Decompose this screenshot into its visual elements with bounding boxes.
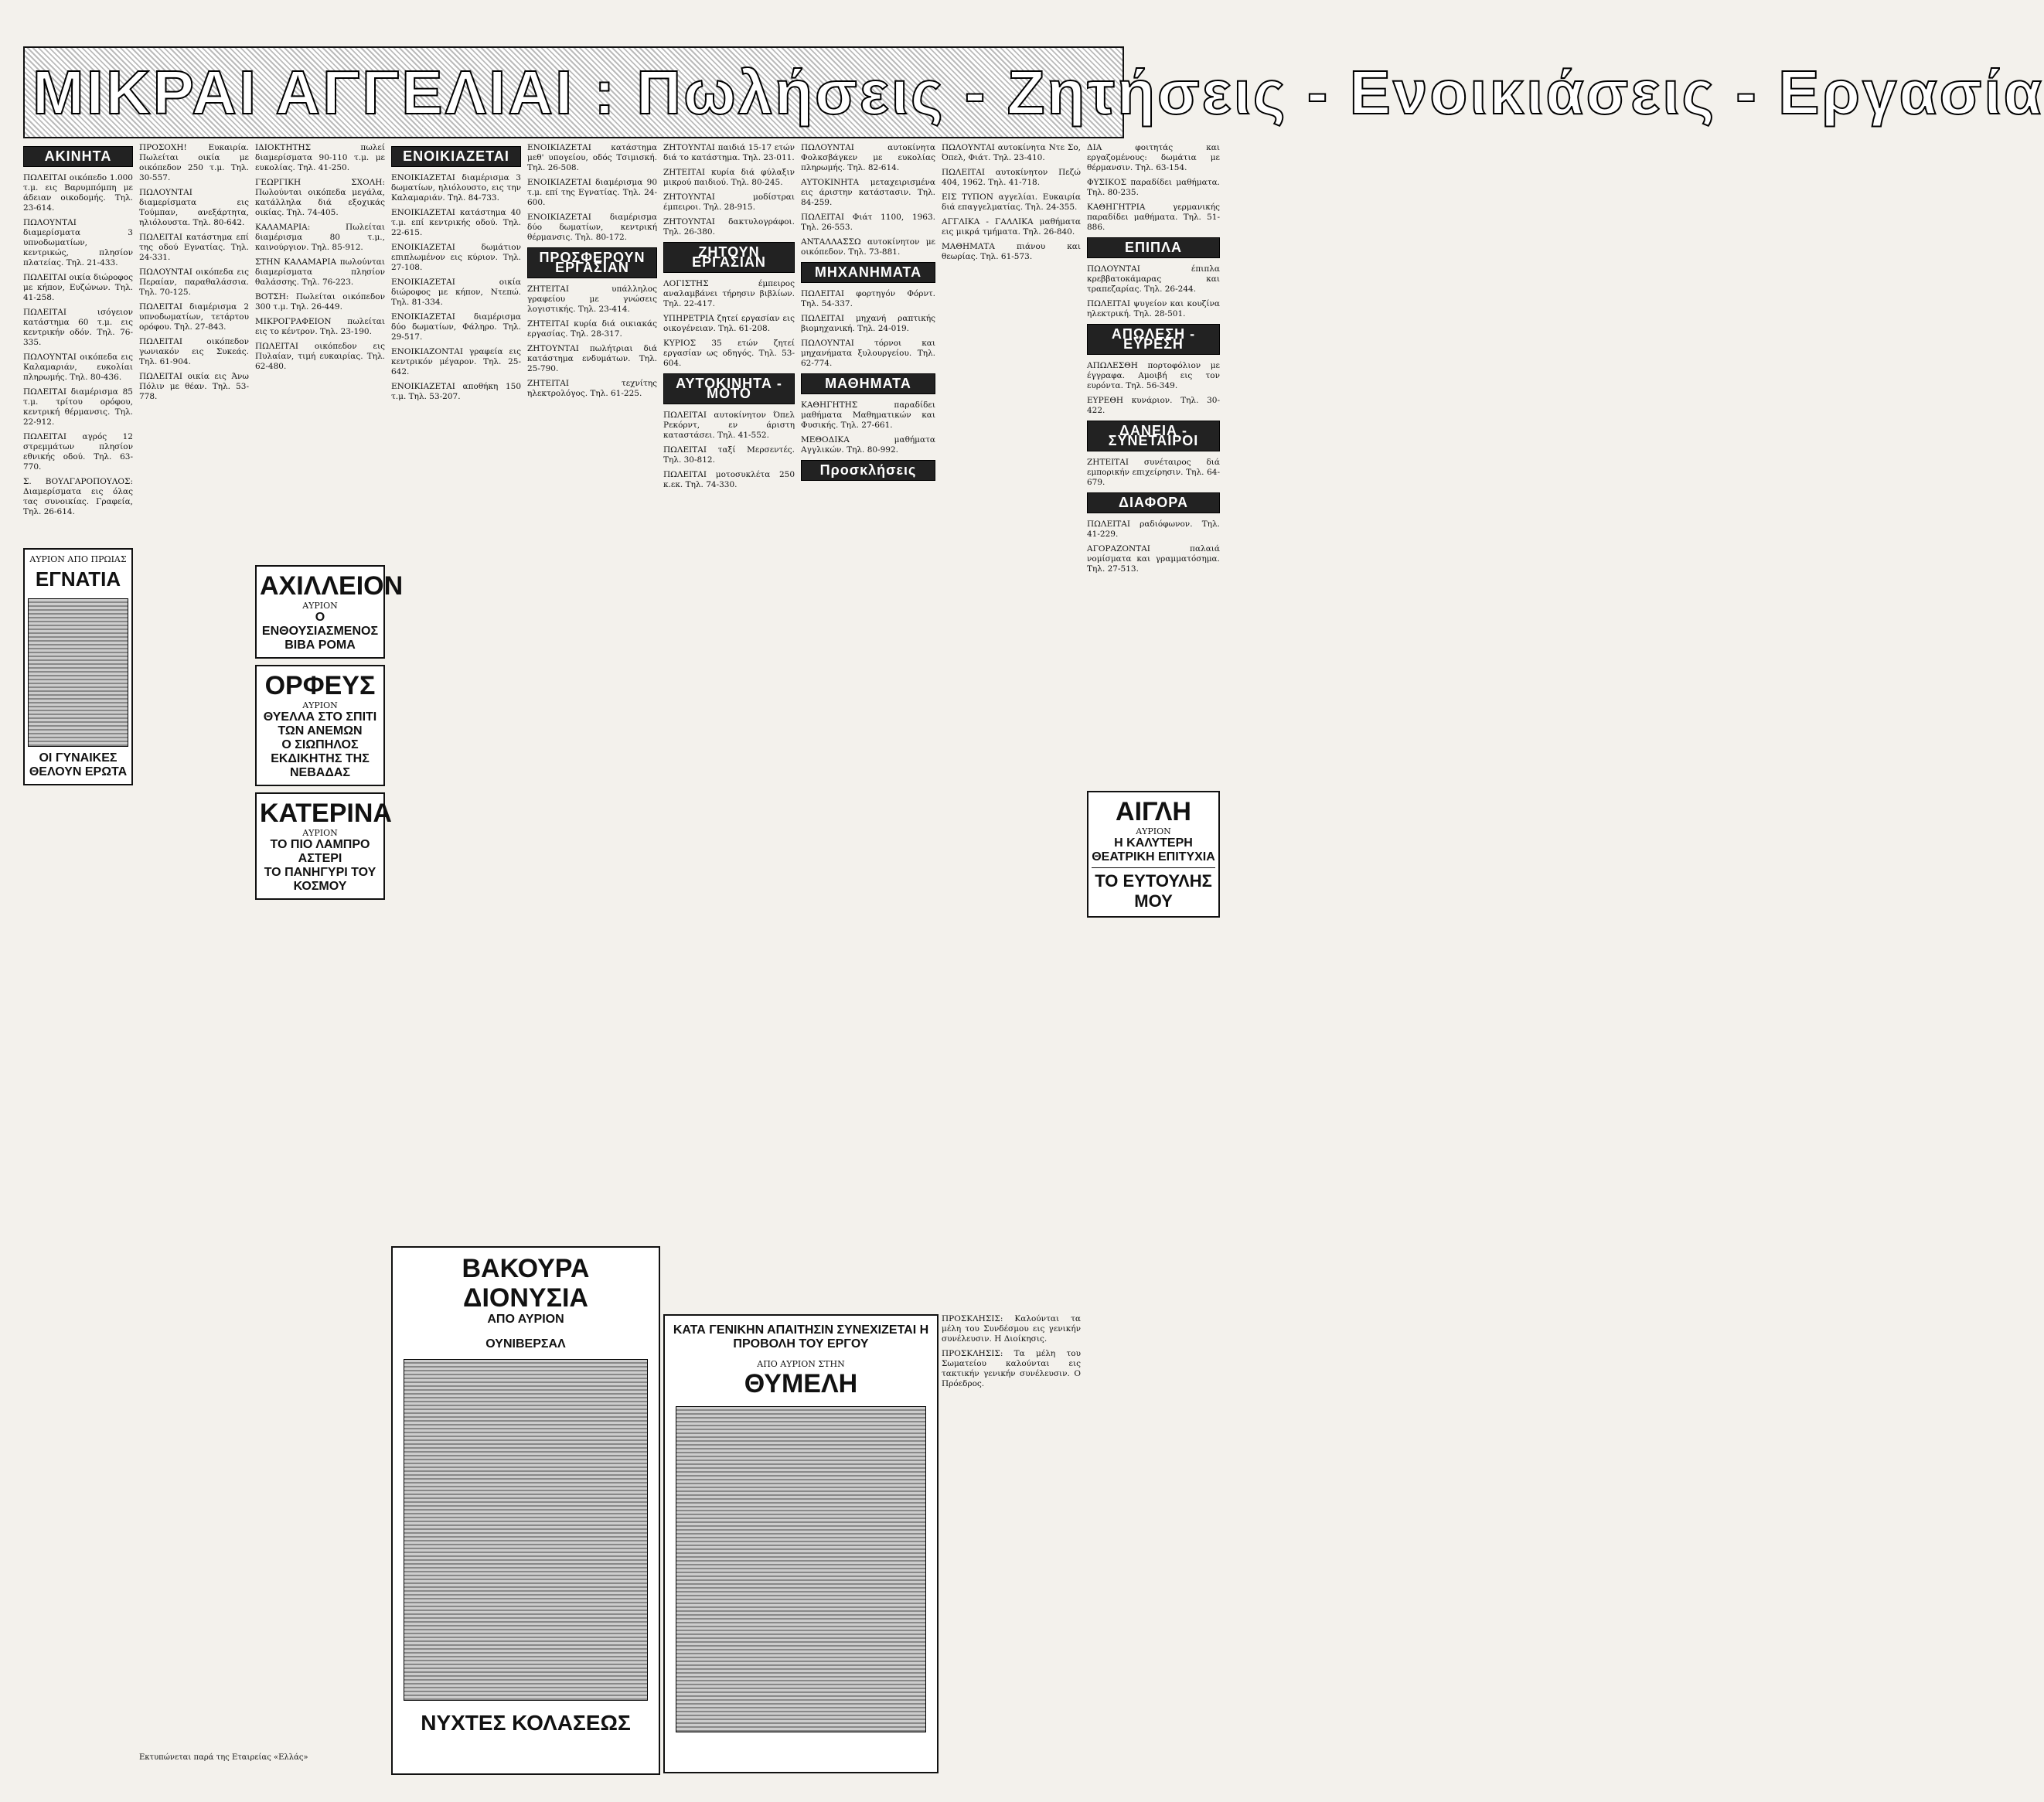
theatre-aigli-line1: Η ΚΑΛΥΤΕΡΗ ΘΕΑΤΡΙΚΗ ΕΠΙΤΥΧΙΑ: [1092, 836, 1215, 864]
classified-ad: ΠΩΛΟΥΝΤΑΙ διαμερίσματα 3 υπνοδωματίων, κεντρικώς, πλησίον πλατείας. Τηλ. 21-433.: [23, 218, 133, 267]
theatre-aigli-sub: ΑΥΡΙΟΝ: [1136, 826, 1171, 836]
section-header-enoikiazetai: ΕΝΟΙΚΙΑΖΕΤΑΙ: [391, 146, 521, 167]
classified-ad: ΑΓΟΡΑΖΟΝΤΑΙ παλαιά νομίσματα και γραμματόσημα. Τηλ. 27-513.: [1087, 544, 1220, 574]
column-3: [255, 143, 404, 1771]
section-header-mihanimata: ΜΗΧΑΝΗΜΑΤΑ: [801, 262, 935, 283]
cinema-ad-thymeli: [663, 1314, 939, 1773]
theatre-aigli-name: ΑΙΓΛΗ: [1116, 797, 1191, 826]
classified-ad: ΠΡΟΣΚΛΗΣΙΣ: Καλούνται τα μέλη του Συνδέσμου εις γενικήν συνέλευσιν. Η Διοίκησις.: [942, 1314, 1081, 1344]
cinema-thymeli-line1: ΚΑΤΑ ΓΕΝΙΚΗΝ ΑΠΑΙΤΗΣΙΝ ΣΥΝΕΧΙΖΕΤΑΙ Η ΠΡΟΒΟΛΗ ΤΟΥ ΕΡΓΟΥ: [673, 1323, 929, 1351]
masthead-title: ΜΙΚΡΑΙ ΑΓΓΕΛΙΑΙ : Πωλήσεις - Ζητήσεις - Ενοικιάσεις - Εργασία: [32, 58, 2044, 127]
classified-ad: ΠΩΛΟΥΝΤΑΙ αυτοκίνητα Φολκσβάγκεν με ευκολίας πληρωμής. Τηλ. 82-614.: [801, 143, 935, 172]
classified-ad: ΚΑΘΗΓΗΤΗΣ παραδίδει μαθήματα Μαθηματικών και Φυσικής. Τηλ. 27-661.: [801, 400, 935, 430]
section-header-daneia: ΔΑΝΕΙΑ - ΣΥΝΕΤΑΙΡΟΙ: [1087, 421, 1220, 451]
classified-ad: ΠΩΛΟΥΝΤΑΙ διαμερίσματα εις Τούμπαν, ανεξάρτητα, ηλιόλουστα. Τηλ. 80-642.: [139, 188, 249, 227]
classified-ad: ΕΝΟΙΚΙΑΖΕΤΑΙ οικία διώροφος με κήπον, Ντεπώ. Τηλ. 81-334.: [391, 278, 521, 307]
cinema-vakoura-name: ΒΑΚΟΥΡΑ: [462, 1254, 590, 1283]
section-header-apoleseis: ΑΠΩΛΕΣΗ - ΕΥΡΕΣΗ: [1087, 324, 1220, 355]
classified-ad: ΖΗΤΕΙΤΑΙ κυρία διά οικιακάς εργασίας. Τηλ. 28-317.: [527, 319, 657, 339]
classified-ad: ΠΩΛΕΙΤΑΙ ισόγειον κατάστημα 60 τ.μ. εις κεντρικήν οδόν. Τηλ. 76-335.: [23, 308, 133, 347]
classified-ad: ΠΩΛΟΥΝΤΑΙ τόρνοι και μηχανήματα ξυλουργείου. Τηλ. 62-774.: [801, 339, 935, 368]
cinema-egnatia-sub: ΑΥΡΙΟΝ ΑΠΟ ΠΡΩΙΑΣ: [29, 554, 127, 564]
cinema-ad-katerina: [255, 792, 392, 900]
classified-ad: ΠΩΛΕΙΤΑΙ αγρός 12 στρεμμάτων πλησίον εθνικής οδού. Τηλ. 63-770.: [23, 432, 133, 472]
section-header-akinita: ΑΚΙΝΗΤΑ: [23, 146, 133, 167]
section-header-zitoun: ΖΗΤΟΥΝ ΕΡΓΑΣΙΑΝ: [663, 242, 795, 273]
classified-ad: ΠΩΛΕΙΤΑΙ αυτοκίνητον Όπελ Ρεκόρντ, εν άριστη καταστάσει. Τηλ. 41-552.: [663, 410, 795, 440]
classified-ad: ΖΗΤΕΙΤΑΙ τεχνίτης ηλεκτρολόγος. Τηλ. 61-225.: [527, 379, 657, 398]
column-1: [23, 143, 133, 1771]
classified-ad: ΜΑΘΗΜΑΤΑ πιάνου και θεωρίας. Τηλ. 61-573.: [942, 242, 1081, 261]
classified-ad: ΑΠΩΛΕΣΘΗ πορτοφόλιον με έγγραφα. Αμοιβή εις τον ευρόντα. Τηλ. 56-349.: [1087, 361, 1220, 390]
classified-ad: ΚΑΘΗΓΗΤΡΙΑ γερμανικής παραδίδει μαθήματα. Τηλ. 51-886.: [1087, 203, 1220, 232]
classified-ad: ΜΙΚΡΟΓΡΑΦΕΙΟΝ πωλείται εις το κέντρον. Τηλ. 23-190.: [255, 317, 385, 336]
classified-ad: Σ. ΒΟΥΛΓΑΡΟΠΟΥΛΟΣ: Διαμερίσματα εις όλας τας συνοικίας. Γραφεία, Τηλ. 26-614.: [23, 477, 133, 516]
classified-ad: ΕΥΡΕΘΗ κυνάριον. Τηλ. 30-422.: [1087, 396, 1220, 415]
classified-ad: ΠΩΛΕΙΤΑΙ ταξί Μερσεντές. Τηλ. 30-812.: [663, 445, 795, 465]
cinema-orfeus-line2: Ο ΣΙΩΠΗΛΟΣ ΕΚΔΙΚΗΤΗΣ ΤΗΣ ΝΕΒΑΔΑΣ: [271, 738, 370, 779]
section-header-prosferoun: ΠΡΟΣΦΕΡΟΥΝ ΕΡΓΑΣΙΑΝ: [527, 247, 657, 278]
classified-ad: ΠΡΟΣΟΧΗ! Ευκαιρία. Πωλείται οικία με οικόπεδον 250 τ.μ. Τηλ. 30-557.: [139, 143, 249, 182]
cinema-vakoura-studio: ΟΥΝΙΒΕΡΣΑΛ: [485, 1337, 566, 1351]
cinema-egnatia-name: ΕΓΝΑΤΙΑ: [35, 567, 121, 591]
cinema-katerina-name: ΚΑΤΕΡΙΝΑ: [260, 799, 392, 828]
classified-ad: ΠΩΛΕΙΤΑΙ φορτηγόν Φόρντ. Τηλ. 54-337.: [801, 289, 935, 308]
classified-ad: ΕΝΟΙΚΙΑΖΕΤΑΙ αποθήκη 150 τ.μ. Τηλ. 53-207.: [391, 382, 521, 401]
classified-ad: ΠΩΛΟΥΝΤΑΙ οικόπεδα εις Καλαμαριάν, ευκολίαι πληρωμής. Τηλ. 80-436.: [23, 353, 133, 382]
classified-ad: ΛΟΓΙΣΤΗΣ έμπειρος αναλαμβάνει τήρησιν βιβλίων. Τηλ. 22-417.: [663, 279, 795, 308]
classified-ad: ΠΩΛΕΙΤΑΙ ψυγείον και κουζίνα ηλεκτρική. Τηλ. 28-501.: [1087, 299, 1220, 319]
cinema-vakoura-sub: ΑΠΟ ΑΥΡΙΟΝ: [487, 1313, 564, 1326]
classified-ad: ΕΝΟΙΚΙΑΖΕΤΑΙ κατάστημα μεθ' υπογείου, οδός Τσιμισκή. Τηλ. 26-508.: [527, 143, 657, 172]
classified-ad: ΠΡΟΣΚΛΗΣΙΣ: Τα μέλη του Σωματείου καλούνται εις τακτικήν γενικήν συνέλευσιν. Ο Πρόεδρος.: [942, 1349, 1081, 1388]
cinema-egnatia-title: ΟΙ ΓΥΝΑΙΚΕΣ ΘΕΛΟΥΝ ΕΡΩΤΑ: [29, 751, 128, 778]
classified-ad: ΓΕΩΡΓΙΚΗ ΣΧΟΛΗ: Πωλούνται οικόπεδα μεγάλα, κατάλληλα διά εξοχικάς οικίας. Τηλ. 74-405.: [255, 178, 385, 217]
classified-ad: ΕΝΟΙΚΙΑΖΕΤΑΙ διαμέρισμα 3 δωματίων, ηλιόλουστο, εις την Καλαμαριάν. Τηλ. 84-733.: [391, 173, 521, 203]
classified-ad: ΠΩΛΕΙΤΑΙ αυτοκίνητον Πεζώ 404, 1962. Τηλ. 41-718.: [942, 168, 1081, 187]
cinema-vakoura-title: ΝΥΧΤΕΣ ΚΟΛΑΣΕΩΣ: [421, 1711, 631, 1735]
classified-ad: ΠΩΛΕΙΤΑΙ ραδιόφωνον. Τηλ. 41-229.: [1087, 519, 1220, 539]
cinema-ad-egnatia: [23, 548, 133, 785]
classified-ad: ΕΝΟΙΚΙΑΖΕΤΑΙ δωμάτιον επιπλωμένον εις κύριον. Τηλ. 27-108.: [391, 243, 521, 272]
cinema-orfeus-line1: ΘΥΕΛΛΑ ΣΤΟ ΣΠΙΤΙ ΤΩΝ ΑΝΕΜΩΝ: [263, 710, 377, 737]
column-2: [139, 143, 249, 1771]
cinema-axilleion-name: ΑΧΙΛΛΕΙΟΝ: [260, 571, 404, 601]
classified-ad: ΠΩΛΕΙΤΑΙ οικόπεδον γωνιακόν εις Συκεάς. Τηλ. 61-904.: [139, 337, 249, 366]
column-8-top: [942, 143, 1081, 1303]
classified-ad: ΒΟΤΣΗ: Πωλείται οικόπεδον 300 τ.μ. Τηλ. 26-449.: [255, 292, 385, 312]
section-header-epipla: ΕΠΙΠΛΑ: [1087, 237, 1220, 258]
classified-ad: ΠΩΛΕΙΤΑΙ οικόπεδο 1.000 τ.μ. εις Βαρυμπόμπη με άδειαν οικοδομής. Τηλ. 23-614.: [23, 173, 133, 213]
classified-ad: ΖΗΤΕΙΤΑΙ κυρία διά φύλαξιν μικρού παιδιού. Τηλ. 80-245.: [663, 168, 795, 187]
cinema-ad-axilleion: [255, 565, 404, 659]
cinema-orfeus-name: ΟΡΦΕΥΣ: [264, 671, 376, 700]
classified-ad: ΠΩΛΕΙΤΑΙ οικία εις Άνω Πόλιν με θέαν. Τηλ. 53-778.: [139, 372, 249, 401]
classified-ad: ΔΙΑ φοιτητάς και εργαζομένους: δωμάτια με θέρμανσιν. Τηλ. 63-154.: [1087, 143, 1220, 172]
cinema-poster-image: [404, 1359, 648, 1701]
cinema-thymeli-name: ΘΥΜΕΛΗ: [744, 1369, 858, 1398]
classified-ad: ΠΩΛΕΙΤΑΙ μοτοσυκλέτα 250 κ.εκ. Τηλ. 74-330.: [663, 470, 795, 489]
cinema-katerina-line1: ΤΟ ΠΙΟ ΛΑΜΠΡΟ ΑΣΤΕΡΙ: [270, 838, 370, 865]
classified-ad: ΚΑΛΑΜΑΡΙΑ: Πωλείται διαμέρισμα 80 τ.μ., καινούργιον. Τηλ. 85-912.: [255, 223, 385, 252]
classified-ad: ΖΗΤΟΥΝΤΑΙ μοδίστραι έμπειροι. Τηλ. 28-915.: [663, 192, 795, 212]
classified-ad: ΕΝΟΙΚΙΑΖΕΤΑΙ κατάστημα 40 τ.μ. επί κεντρικής οδού. Τηλ. 22-615.: [391, 208, 521, 237]
classified-ad: ΠΩΛΕΙΤΑΙ Φιάτ 1100, 1963. Τηλ. 26-553.: [801, 213, 935, 232]
cinema-katerina-line2: ΤΟ ΠΑΝΗΓΥΡΙ ΤΟΥ ΚΟΣΜΟΥ: [264, 866, 376, 893]
classified-ad: ΚΥΡΙΟΣ 35 ετών ζητεί εργασίαν ως οδηγός. Τηλ. 53-604.: [663, 339, 795, 368]
column-7: [801, 143, 935, 1303]
cinema-thymeli-sub: ΑΠΟ ΑΥΡΙΟΝ ΣΤΗΝ: [757, 1359, 845, 1369]
printer-footer: Εκτυπώνεται παρά της Εταιρείας «Ελλάς»: [139, 1753, 308, 1762]
classified-ad: ΠΩΛΕΙΤΑΙ κατάστημα επί της οδού Εγνατίας. Τηλ. 24-331.: [139, 233, 249, 262]
column-9: [1087, 143, 1220, 1771]
cinema-axilleion-line1: Ο ΕΝΘΟΥΣΙΑΣΜΕΝΟΣ: [261, 611, 379, 638]
section-header-aytokinita: ΑΥΤΟΚΙΝΗΤΑ - ΜΟΤΟ: [663, 373, 795, 404]
classified-ad: ΖΗΤΟΥΝΤΑΙ δακτυλογράφοι. Τηλ. 26-380.: [663, 217, 795, 237]
classified-ad: ΑΥΤΟΚΙΝΗΤΑ μεταχειρισμένα εις άριστην κατάστασιν. Τηλ. 84-259.: [801, 178, 935, 207]
classified-ad: ΣΤΗΝ ΚΑΛΑΜΑΡΙΑ πωλούνται διαμερίσματα πλησίον θαλάσσης. Τηλ. 76-223.: [255, 257, 385, 287]
cinema-axilleion-sub: ΑΥΡΙΟΝ: [302, 601, 338, 611]
section-header-diafora: ΔΙΑΦΟΡΑ: [1087, 492, 1220, 513]
cinema-katerina-sub: ΑΥΡΙΟΝ: [302, 828, 338, 838]
classified-ad: ΖΗΤΕΙΤΑΙ υπάλληλος γραφείου με γνώσεις λογιστικής. Τηλ. 23-414.: [527, 284, 657, 314]
cinema-poster-image: [28, 598, 128, 747]
classified-ad: ΠΩΛΟΥΝΤΑΙ οικόπεδα εις Περαίαν, παραθαλάσσια. Τηλ. 70-125.: [139, 267, 249, 297]
classified-ad: ΠΩΛΕΙΤΑΙ οικόπεδον εις Πυλαίαν, τιμή ευκαιρίας. Τηλ. 62-480.: [255, 342, 385, 371]
cinema-ad-orfeus: [255, 665, 385, 786]
section-header-mathimata: ΜΑΘΗΜΑΤΑ: [801, 373, 935, 394]
classified-ad: ΜΕΘΟΔΙΚΑ μαθήματα Αγγλικών. Τηλ. 80-992.: [801, 435, 935, 455]
classified-ad: ΠΩΛΕΙΤΑΙ διαμέρισμα 85 τ.μ. τρίτου ορόφου, κεντρική θέρμανσις. Τηλ. 22-912.: [23, 387, 133, 427]
classified-ad: ΠΩΛΟΥΝΤΑΙ έπιπλα κρεββατοκάμαρας και τραπεζαρίας. Τηλ. 26-244.: [1087, 264, 1220, 294]
classified-ad: ΕΝΟΙΚΙΑΖΕΤΑΙ διαμέρισμα 90 τ.μ. επί της Εγνατίας. Τηλ. 24-600.: [527, 178, 657, 207]
section-header-prosklisis: Προσκλήσεις: [801, 460, 935, 481]
classified-ad: ΠΩΛΕΙΤΑΙ οικία διώροφος με κήπον, Ευζώνων. Τηλ. 41-258.: [23, 273, 133, 302]
classified-ad: ΑΓΓΛΙΚΑ - ΓΑΛΛΙΚΑ μαθήματα εις μικρά τμήματα. Τηλ. 26-840.: [942, 217, 1081, 237]
masthead-banner: [23, 46, 2044, 138]
classified-ad: ΙΔΙΟΚΤΗΤΗΣ πωλεί διαμερίσματα 90-110 τ.μ. με ευκολίας. Τηλ. 41-250.: [255, 143, 385, 172]
cinema-vakoura-name2: ΔΙΟΝΥΣΙΑ: [463, 1283, 588, 1313]
classified-ad: ΠΩΛΕΙΤΑΙ μηχανή ραπτικής βιομηχανική. Τηλ. 24-019.: [801, 314, 935, 333]
classified-ad: ΕΝΟΙΚΙΑΖΟΝΤΑΙ γραφεία εις κεντρικόν μέγαρον. Τηλ. 25-642.: [391, 347, 521, 376]
classified-ad: ΦΥΣΙΚΟΣ παραδίδει μαθήματα. Τηλ. 80-235.: [1087, 178, 1220, 197]
classified-ad: ΠΩΛΟΥΝΤΑΙ αυτοκίνητα Ντε Σο, Όπελ, Φιάτ. Τηλ. 23-410.: [942, 143, 1081, 162]
classified-ad: ΠΩΛΕΙΤΑΙ διαμέρισμα 2 υπνοδωματίων, τετάρτου ορόφου. Τηλ. 27-843.: [139, 302, 249, 332]
cinema-ad-vakoura: [391, 1246, 660, 1775]
classified-ad: ΖΗΤΟΥΝΤΑΙ παιδιά 15-17 ετών διά το κατάστημα. Τηλ. 23-011.: [663, 143, 795, 162]
classified-ad: ΖΗΤΟΥΝΤΑΙ πωλήτριαι διά κατάστημα ενδυμάτων. Τηλ. 25-790.: [527, 344, 657, 373]
classified-ad: ΑΝΤΑΛΛΑΣΣΩ αυτοκίνητον με οικόπεδον. Τηλ. 73-881.: [801, 237, 935, 257]
classified-ad: ΥΠΗΡΕΤΡΙΑ ζητεί εργασίαν εις οικογένειαν. Τηλ. 61-208.: [663, 314, 795, 333]
classified-ad: ΕΝΟΙΚΙΑΖΕΤΑΙ διαμέρισμα δύο δωματίων, Φάληρο. Τηλ. 29-517.: [391, 312, 521, 342]
classified-ad: ΕΙΣ ΤΥΠΟΝ αγγελίαι. Ευκαιρία διά επαγγελματίας. Τηλ. 24-355.: [942, 192, 1081, 212]
column-8: [942, 1314, 1081, 1771]
classified-ad: ΖΗΤΕΙΤΑΙ συνέταιρος διά εμπορικήν επιχείρησιν. Τηλ. 64-679.: [1087, 458, 1220, 487]
theatre-aigli-title: ΤΟ ΕΥΤΟΥΛΗΣ ΜΟΥ: [1095, 871, 1212, 911]
classified-ad: ΕΝΟΙΚΙΑΖΕΤΑΙ διαμέρισμα δύο δωματίων, κεντρική θέρμανσις. Τηλ. 80-172.: [527, 213, 657, 242]
cinema-axilleion-line2: ΒΙΒΑ ΡΟΜΑ: [284, 639, 356, 652]
theatre-ad-aigli: [1087, 791, 1220, 918]
cinema-orfeus-sub: ΑΥΡΙΟΝ: [302, 700, 338, 710]
cinema-poster-image: [676, 1406, 926, 1732]
